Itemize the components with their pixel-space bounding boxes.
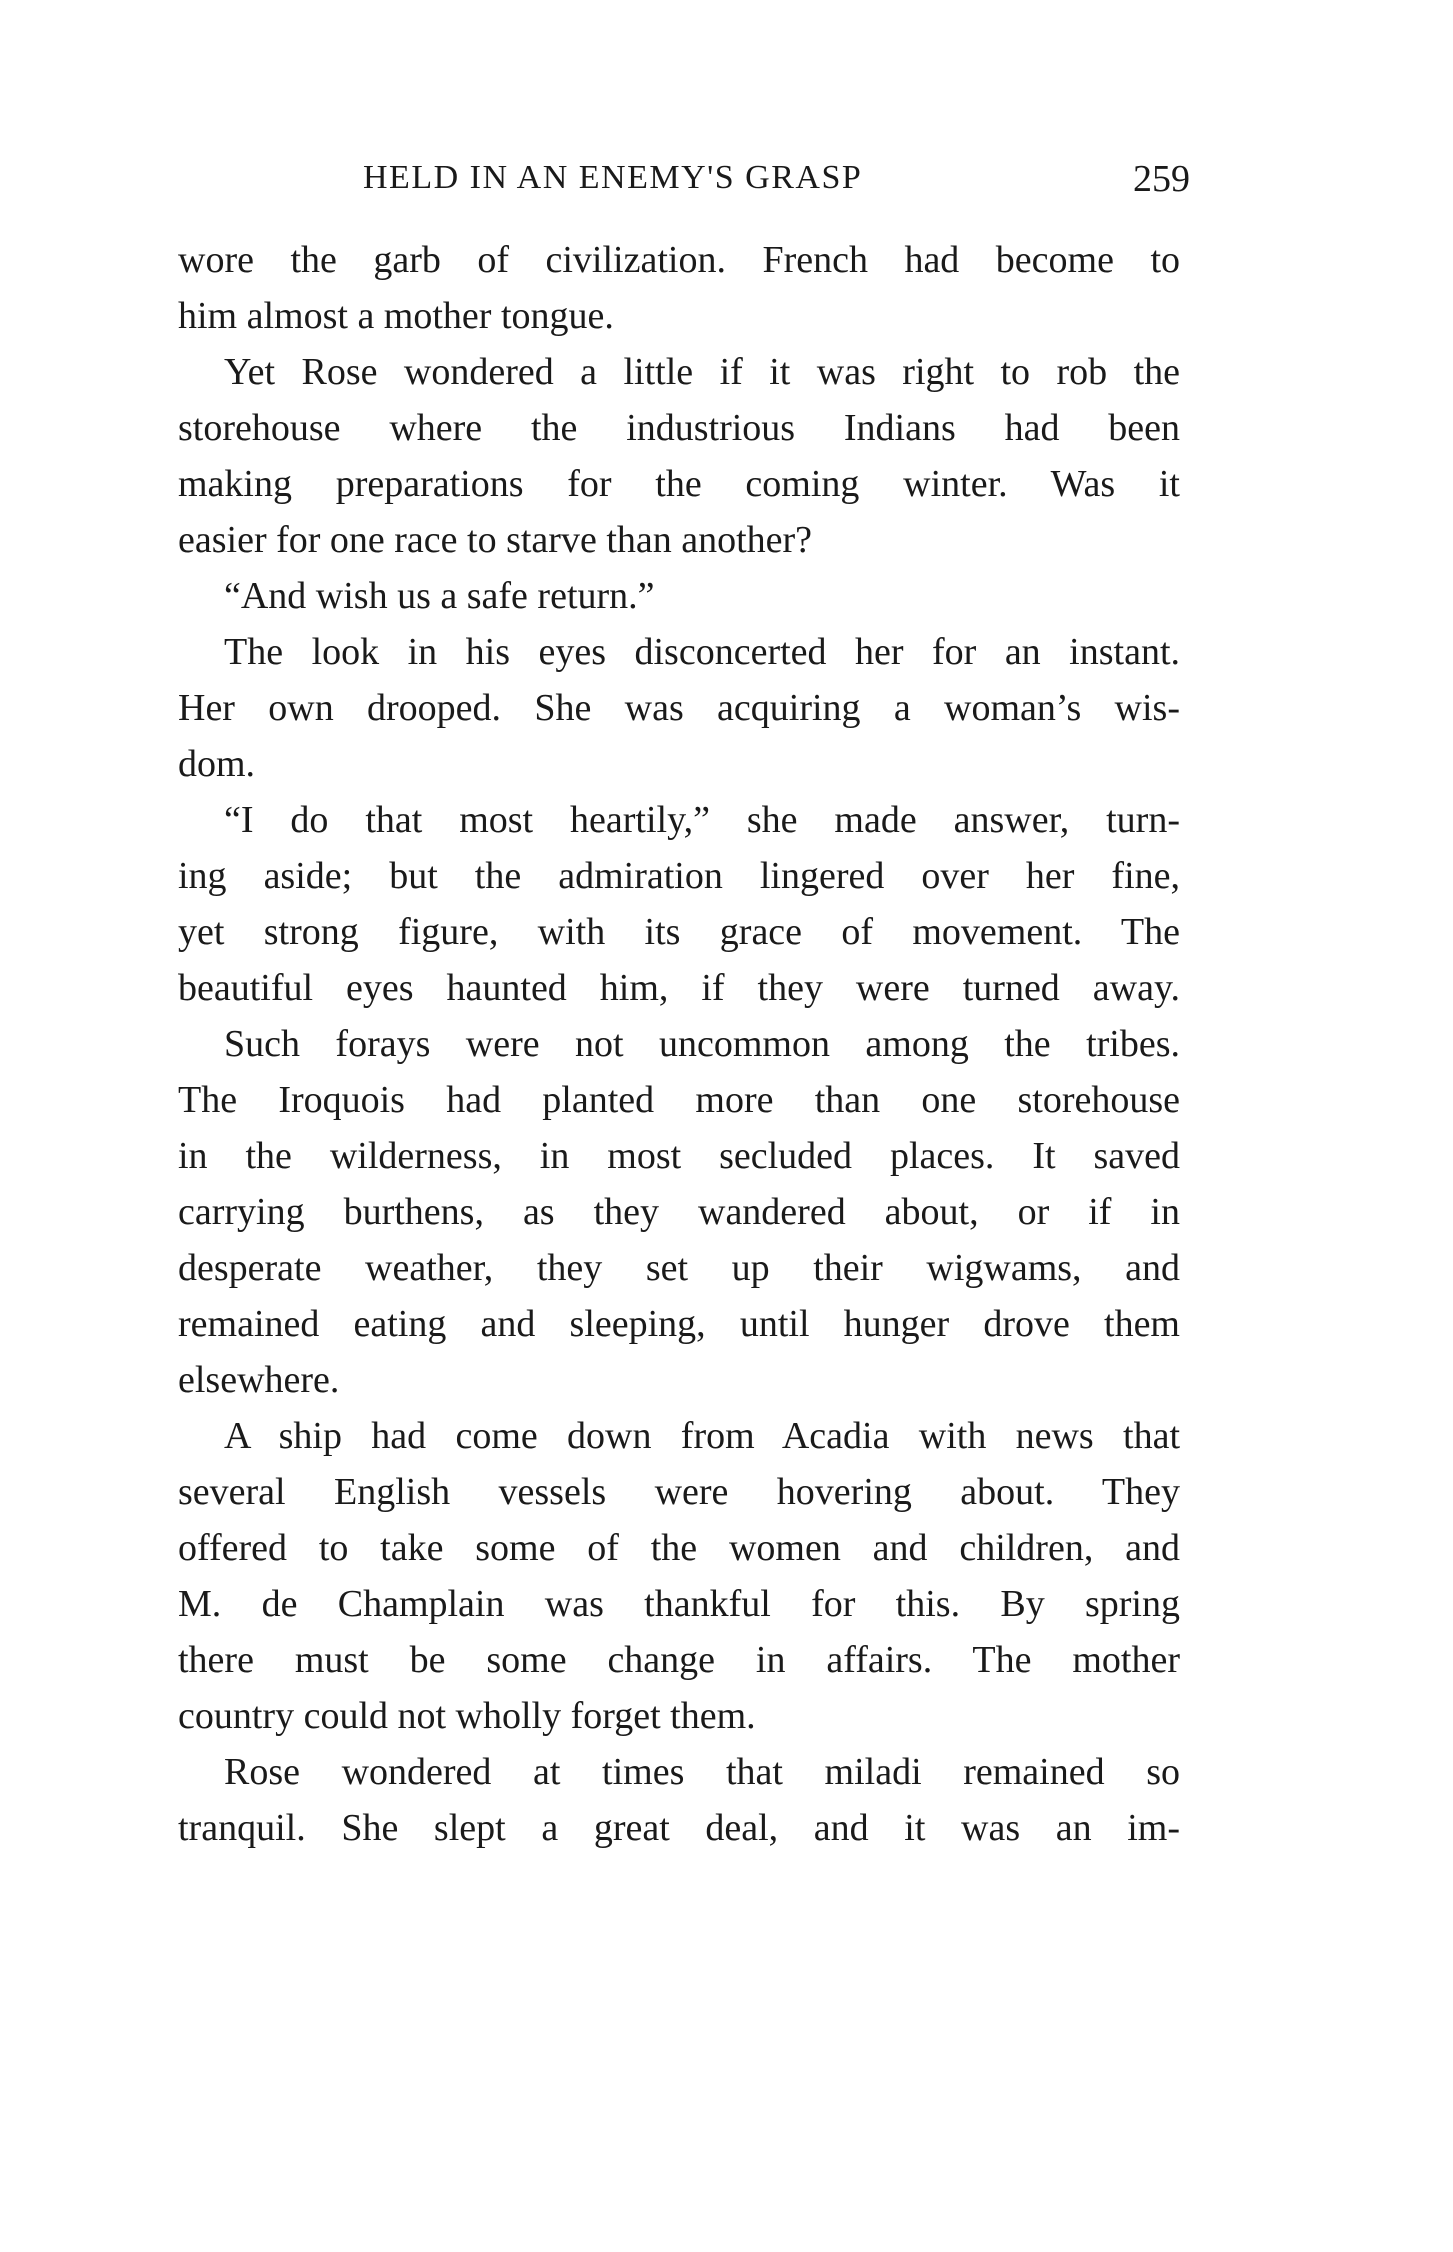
text-line: easier for one race to starve than another? <box>178 519 813 561</box>
text-line: Her own drooped. She was acquiring a woman’s wis- <box>178 687 1180 729</box>
text-line: several English vessels were hovering about. They <box>178 1471 1180 1513</box>
text-line: him almost a mother tongue. <box>178 295 614 337</box>
text-line: storehouse where the industrious Indians had been <box>178 407 1180 449</box>
text-line: dom. <box>178 743 256 785</box>
text-line: desperate weather, they set up their wigwams, and <box>178 1247 1180 1289</box>
text-line: “And wish us a safe return.” <box>224 575 655 617</box>
text-line: country could not wholly forget them. <box>178 1695 756 1737</box>
text-line: making preparations for the coming winter. Was it <box>178 463 1180 505</box>
text-line: yet strong figure, with its grace of movement. The <box>178 911 1180 953</box>
text-line: beautiful eyes haunted him, if they were turned away. <box>178 967 1180 1009</box>
text-line: The Iroquois had planted more than one storehouse <box>178 1079 1180 1121</box>
body-text <box>178 232 1180 1856</box>
text-line: elsewhere. <box>178 1359 340 1401</box>
text-line: there must be some change in affairs. The mother <box>178 1639 1180 1681</box>
text-line: Such forays were not uncommon among the tribes. <box>224 1023 1180 1065</box>
text-line: “I do that most heartily,” she made answer, turn- <box>224 799 1180 841</box>
running-head: HELD IN AN ENEMY'S GRASP <box>363 159 863 196</box>
text-line: tranquil. She slept a great deal, and it was an im- <box>178 1807 1180 1849</box>
text-line: The look in his eyes disconcerted her for an instant. <box>224 631 1180 673</box>
text-line: M. de Champlain was thankful for this. By spring <box>178 1583 1180 1625</box>
text-line: A ship had come down from Acadia with news that <box>224 1415 1180 1457</box>
page-header <box>178 155 1190 211</box>
text-line: remained eating and sleeping, until hunger drove them <box>178 1303 1180 1345</box>
text-line: Yet Rose wondered a little if it was right to rob the <box>224 351 1180 393</box>
text-line: carrying burthens, as they wandered about, or if in <box>178 1191 1180 1233</box>
page-number: 259 <box>1133 158 1190 200</box>
text-line: offered to take some of the women and children, and <box>178 1527 1180 1569</box>
text-line: in the wilderness, in most secluded places. It saved <box>178 1135 1180 1177</box>
text-line: Rose wondered at times that miladi remained so <box>224 1751 1180 1793</box>
text-line: wore the garb of civilization. French had become to <box>178 239 1180 281</box>
text-line: ing aside; but the admiration lingered over her fine, <box>178 855 1180 897</box>
